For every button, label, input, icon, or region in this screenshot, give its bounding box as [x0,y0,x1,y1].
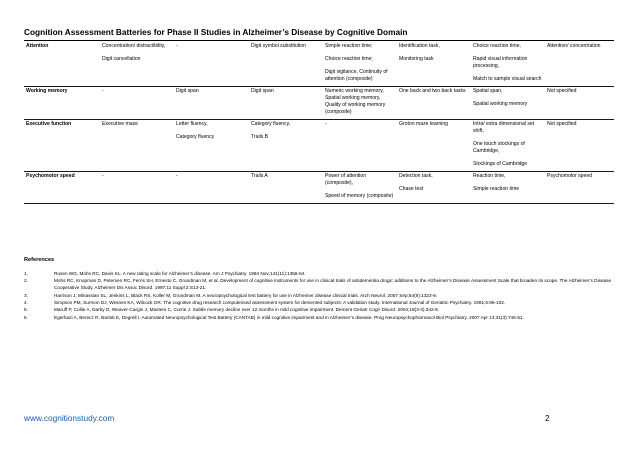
table-cell [249,120,323,172]
table-cell [323,172,397,204]
cell-text: Choice reaction time; [325,56,373,62]
reference-text: Rosen WG, Mohs RC, Davis KL. A new rating scale for Alzheimer’s disease. Am J Psychiatry. 1984 Nov;141(11):1356-64. [54,271,306,276]
cell-text: Detection task, [399,173,433,179]
cell-text: Digit span [176,88,199,94]
cell-text: One back and two back tasks [399,88,466,94]
reference-item [24,271,614,278]
reference-text: Egerhazi A, Berecz R, Bartok E, Degrell I. Automated Neuropsychological Test Battery (CANTAB) in mild cognitive impairment and in Alzheimer’s disease. Prog Neuropsychopharmacol Biol Psychiatry. 2007 Apr 13;31(3):746-51. [54,314,524,320]
reference-number: 3. [24,292,28,298]
cell-text: - [325,121,327,127]
cell-text: Psychomotor speed [547,173,593,179]
table-row [24,172,614,204]
table-cell [545,87,614,120]
reference-number: 6. [24,314,28,320]
website-link[interactable]: www.cognitionstudy.com [24,413,115,423]
table-cell [471,42,545,87]
table-cell [100,87,174,120]
reference-list [24,271,614,322]
page-number: 2 [545,413,550,423]
reference-item [24,315,614,322]
cell-text: Speed of memory (composite) [325,193,394,199]
reference-number: 1. [24,271,28,276]
cell-text: Intra/ extra dimensional set shift, [473,121,535,134]
cell-text: - [176,43,178,49]
reference-number: 4. [24,299,28,305]
cell-text: Stockings of Cambridge [473,161,528,167]
cell-text: Attention/ concentration [547,43,601,49]
cell-text: Match to sample visual search [473,76,542,82]
table-cell [471,87,545,120]
table-cell [397,172,471,204]
cell-text: Digit cancellation [102,56,141,62]
cell-text: Spatial working memory [473,101,528,107]
cell-text: Category fluency [176,134,215,140]
table-cell [471,120,545,172]
domain-cell: Psychomotor speed [26,173,75,179]
table-cell [545,120,614,172]
table-cell [174,172,249,204]
cell-text: Choice reaction time, [473,43,521,49]
domain-cell: Executive function [26,121,72,127]
reference-number: 2. [24,278,28,284]
cell-text: Power of attention (composite), [325,173,367,186]
domain-cell: Attention [26,43,49,49]
cell-text: Not specified [547,121,577,127]
cell-text: - [102,88,104,94]
reference-text: Harrison J, Minassian SL, Jenkins L, Black RS, Koller M, Grundman M. A neuropsychological test battery for use in Alzheimer disease clinical trials. Arch Neurol. 2007 Sep;64(9):1323-9. [54,292,437,298]
cell-text: Executive maze [102,121,138,127]
table-cell [397,42,471,87]
domain-cell: Working memory [26,88,68,94]
cell-text: Chase test [399,186,424,192]
references-heading: References [24,257,55,263]
cell-text: Groton maze learning [399,121,448,127]
reference-item [24,307,614,314]
table-cell [174,87,249,120]
cell-text: Not specified [547,88,577,94]
reference-text: Maruff P, Collie A, Darby D, Weaver-Cargin J, Masters C, Currie J. Subtle memory decline over 12 months in mild cognitive impairment. Dement Geriatr Cogn Disord. 2004;18(3-4):342-8. [54,307,440,313]
reference-number: 5. [24,307,28,313]
table-cell [471,172,545,204]
table-row [24,42,614,87]
reference-text: Mohs RC, Knopman D, Petersen RC, Ferris SH, Ernesto C, Grundman M, et al. Development of cognitive instruments for use in clinical trials of antidementia drugs: additions to the Alzheimer’s Disease Assessment Scale that broaden its scope. The Alzheimer’s Disease Cooperative Study. Alzheimer Dis Assoc Disord. 1997;11 Suppl 2:S13-21. [54,278,612,291]
cell-text: Reaction time, [473,173,506,179]
cell-text: - [176,173,178,179]
table-cell [323,120,397,172]
table-cell [100,42,174,87]
cell-text: Numeric working memory, Spatial working memory, Quality of working memory (composite) [325,88,386,115]
table-cell [323,42,397,87]
cell-text: Concentration/ distractibility, [102,43,166,49]
cell-text: One touch stockings of Cambridge, [473,141,525,154]
table-cell [100,172,174,204]
title-divider [24,40,614,41]
table-cell [249,42,323,87]
table-row [24,120,614,172]
reference-text: Simpson PM, Surmon DJ, Wesnes KA, Wilcock GR. The cognitive drug research computerised assessment system for demented subjects: A validation study. International Journal of Geriatric Psychiatry. 1991;6:95-102. [54,299,506,305]
cell-text: Trails A [251,173,268,179]
table-row [24,87,614,120]
table-cell [174,120,249,172]
table-cell [545,172,614,204]
cell-text: Spatial span, [473,88,503,94]
table-cell [249,87,323,120]
table-cell [397,87,471,120]
cell-text: Category fluency, [251,121,291,127]
table-cell [323,87,397,120]
reference-item [24,278,614,292]
cell-text: Trails B [251,134,269,140]
cell-text: Digit symbol substitution [251,43,306,49]
table-cell [545,42,614,87]
page-title: Cognition Assessment Batteries for Phase II Studies in Alzheimer’s Disease by Cognitive Domain [24,27,408,37]
cell-text: Identification task, [399,43,440,49]
cell-text: Monitoring task [399,56,434,62]
table-cell [100,120,174,172]
reference-item [24,293,614,300]
cell-text: Letter fluency, [176,121,208,127]
cell-text: - [102,173,104,179]
cell-text: Digit span [251,88,274,94]
table-cell [397,120,471,172]
battery-table [24,42,614,204]
reference-item [24,300,614,307]
table-cell [249,172,323,204]
cell-text: Simple reaction time; [325,43,373,49]
cell-text: Digit vigilance, Continuity of attention (composite) [325,69,388,82]
cell-text: Rapid visual information processing, [473,56,528,69]
table-cell [174,42,249,87]
cell-text: Simple reaction time [473,186,520,192]
